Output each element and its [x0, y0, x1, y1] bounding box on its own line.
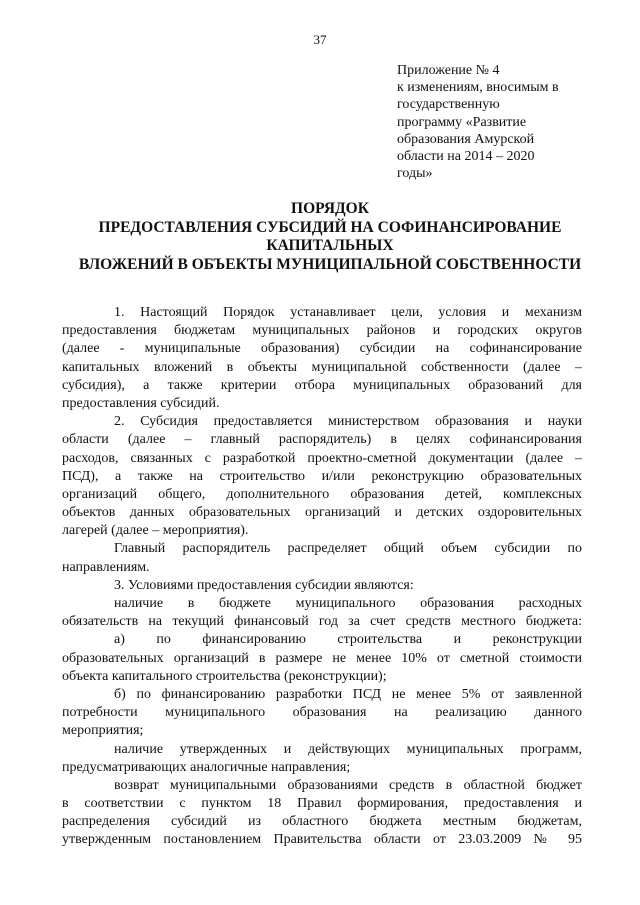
body-line: распределения субсидий из областного бюджета местным бюджетам,: [62, 814, 582, 830]
document-title: [50, 200, 610, 274]
appendix-line: годы»: [397, 166, 433, 182]
appendix-line: программу «Развитие: [397, 114, 527, 130]
body-line: а) по финансированию строительства и реконструкции: [114, 632, 582, 648]
body-line: капитальных вложений в объекты муниципальной собственности (далее –: [62, 359, 582, 375]
body-line: образовательных организаций в размере не менее 10% от сметной стоимости: [62, 650, 582, 666]
title-line: ВЛОЖЕНИЙ В ОБЪЕКТЫ МУНИЦИПАЛЬНОЙ СОБСТВЕННОСТИ: [78, 255, 582, 273]
body-line: 2. Субсидия предоставляется министерством образования и науки: [114, 414, 582, 430]
body-line: Главный распорядитель распределяет общий объем субсидии по: [114, 541, 582, 557]
body-line: обязательств на текущий финансовый год за счет средств местного бюджета:: [62, 614, 582, 630]
document-body: [62, 304, 582, 850]
title-line: ПРЕДОСТАВЛЕНИЯ СУБСИДИЙ НА СОФИНАНСИРОВАНИЕ: [98, 218, 562, 236]
appendix-block: [397, 62, 607, 182]
body-line: субсидия), а также критерии отбора муниципальных образований для: [62, 377, 582, 393]
body-line: мероприятия;: [62, 723, 144, 739]
title-line: ПОРЯДОК: [291, 200, 369, 217]
body-line: возврат муниципальными образованиями средств в областной бюджет: [114, 777, 582, 793]
body-line: наличие в бюджете муниципального образования расходных: [114, 596, 582, 611]
body-line: лагерей (далее – мероприятия).: [62, 523, 249, 539]
body-line: наличие утвержденных и действующих муниципальных программ,: [114, 741, 582, 757]
body-line: направлениям.: [62, 559, 150, 575]
page-number: 37: [313, 32, 327, 47]
body-line: предоставления бюджетам муниципальных районов и городских округов: [62, 323, 582, 339]
appendix-line: образования Амурской: [397, 131, 535, 147]
body-line: организаций общего, дополнительного образования детей, комплексных: [62, 486, 582, 502]
appendix-line: Приложение № 4: [397, 63, 500, 78]
appendix-line: государственную: [397, 97, 500, 113]
body-line: в соответствии с пунктом 18 Правил формирования, предоставления и: [62, 796, 582, 812]
body-line: объектов данных образовательных организаций и детских оздоровительных: [62, 505, 582, 521]
body-line: ПСД), а также на строительство и/или реконструкцию образовательных: [62, 468, 582, 484]
body-line: 3. Условиями предоставления субсидии являются:: [114, 577, 414, 593]
body-line: (далее - муниципальные образования) субсидии на софинансирование: [62, 341, 582, 357]
body-line: предусматривающих аналогичные направления;: [62, 759, 351, 775]
body-line: объекта капитального строительства (реконструкции);: [62, 668, 387, 684]
title-line: КАПИТАЛЬНЫХ: [266, 237, 394, 255]
body-line: расходов, связанных с разработкой проектно-сметной документации (далее –: [62, 450, 582, 466]
appendix-line: области на 2014 – 2020: [397, 149, 535, 165]
body-line: утвержденным постановлением Правительства области от 23.03.2009 № 95: [62, 832, 582, 848]
appendix-line: к изменениям, вносимым в: [397, 80, 559, 96]
body-line: потребности муниципального образования на реализацию данного: [62, 705, 582, 721]
body-line: предоставления субсидий.: [62, 395, 220, 411]
body-line: б) по финансированию разработки ПСД не менее 5% от заявленной: [114, 686, 582, 702]
body-line: 1. Настоящий Порядок устанавливает цели, условия и механизм: [114, 305, 582, 320]
body-line: области (далее – главный распорядитель) в целях софинансирования: [62, 432, 582, 448]
